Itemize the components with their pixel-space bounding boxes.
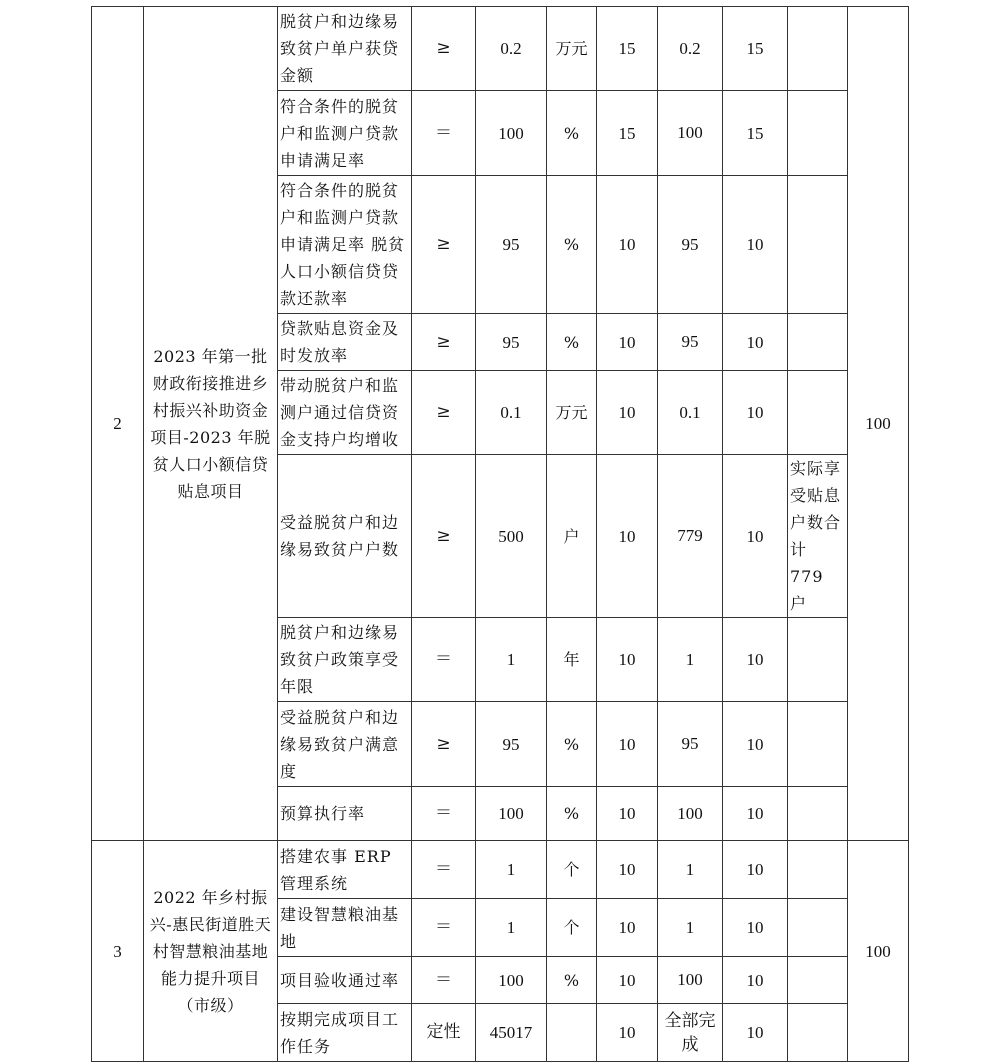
- indicator-operator: ＝: [412, 787, 476, 841]
- total-score: 100: [848, 841, 909, 1062]
- weight-score: 15: [597, 91, 658, 176]
- weight-score: 15: [597, 7, 658, 91]
- remark: [788, 7, 848, 91]
- actual-value: 100: [658, 787, 723, 841]
- target-value: 1: [476, 841, 547, 899]
- obtained-score: 10: [723, 787, 788, 841]
- unit: 年: [547, 618, 597, 702]
- remark: [788, 899, 848, 957]
- project-name: 2023 年第一批财政衔接推进乡村振兴补助资金项目-2023 年脱贫人口小额信贷贴息项目: [144, 7, 278, 841]
- indicator-operator: ＝: [412, 91, 476, 176]
- indicator-operator: ≥: [412, 7, 476, 91]
- obtained-score: 10: [723, 1004, 788, 1062]
- weight-score: 10: [597, 787, 658, 841]
- remark: 实际享受贴息户数合计 779 户: [788, 455, 848, 618]
- weight-score: 10: [597, 618, 658, 702]
- table-body: [92, 7, 909, 1062]
- weight-score: 10: [597, 957, 658, 1004]
- indicator-operator: ＝: [412, 841, 476, 899]
- unit: %: [547, 702, 597, 787]
- remark: [788, 314, 848, 371]
- obtained-score: 10: [723, 957, 788, 1004]
- indicator-name: 带动脱贫户和监测户通过信贷资金支持户均增收: [278, 371, 412, 455]
- unit: 个: [547, 899, 597, 957]
- remark: [788, 841, 848, 899]
- indicator-operator: ＝: [412, 957, 476, 1004]
- weight-score: 10: [597, 176, 658, 314]
- obtained-score: 10: [723, 176, 788, 314]
- row-number: 3: [92, 841, 144, 1062]
- weight-score: 10: [597, 899, 658, 957]
- unit: %: [547, 787, 597, 841]
- performance-table: [91, 6, 909, 1062]
- unit: 万元: [547, 371, 597, 455]
- target-value: 0.2: [476, 7, 547, 91]
- indicator-name: 受益脱贫户和边缘易致贫户户数: [278, 455, 412, 618]
- indicator-operator: ＝: [412, 618, 476, 702]
- actual-value: 1: [658, 841, 723, 899]
- indicator-name: 符合条件的脱贫户和监测户贷款申请满足率: [278, 91, 412, 176]
- remark: [788, 176, 848, 314]
- weight-score: 10: [597, 455, 658, 618]
- target-value: 100: [476, 787, 547, 841]
- target-value: 95: [476, 314, 547, 371]
- row-number: 2: [92, 7, 144, 841]
- remark: [788, 618, 848, 702]
- remark: [788, 787, 848, 841]
- indicator-operator: ＝: [412, 899, 476, 957]
- unit: 个: [547, 841, 597, 899]
- actual-value: 0.2: [658, 7, 723, 91]
- obtained-score: 10: [723, 841, 788, 899]
- obtained-score: 10: [723, 618, 788, 702]
- obtained-score: 15: [723, 91, 788, 176]
- indicator-name: 按期完成项目工作任务: [278, 1004, 412, 1062]
- target-value: 1: [476, 899, 547, 957]
- actual-value: 1: [658, 899, 723, 957]
- indicator-name: 贷款贴息资金及时发放率: [278, 314, 412, 371]
- target-value: 95: [476, 702, 547, 787]
- weight-score: 10: [597, 314, 658, 371]
- weight-score: 10: [597, 371, 658, 455]
- actual-value: 95: [658, 176, 723, 314]
- actual-value: 全部完成: [658, 1004, 723, 1062]
- unit: %: [547, 957, 597, 1004]
- indicator-name: 建设智慧粮油基地: [278, 899, 412, 957]
- indicator-operator: ≥: [412, 371, 476, 455]
- target-value: 100: [476, 91, 547, 176]
- weight-score: 10: [597, 702, 658, 787]
- project-name: 2022 年乡村振兴-惠民街道胜天村智慧粮油基地能力提升项目（市级）: [144, 841, 278, 1062]
- target-value: 95: [476, 176, 547, 314]
- indicator-operator: 定性: [412, 1004, 476, 1062]
- table-row: [92, 841, 909, 899]
- remark: [788, 957, 848, 1004]
- obtained-score: 15: [723, 7, 788, 91]
- unit: %: [547, 314, 597, 371]
- indicator-name: 受益脱贫户和边缘易致贫户满意度: [278, 702, 412, 787]
- weight-score: 10: [597, 1004, 658, 1062]
- indicator-name: 项目验收通过率: [278, 957, 412, 1004]
- remark: [788, 702, 848, 787]
- indicator-operator: ≥: [412, 314, 476, 371]
- indicator-name: 符合条件的脱贫户和监测户贷款申请满足率 脱贫人口小额信贷贷款还款率: [278, 176, 412, 314]
- table-row: [92, 7, 909, 91]
- actual-value: 100: [658, 91, 723, 176]
- unit: 户: [547, 455, 597, 618]
- indicator-operator: ≥: [412, 702, 476, 787]
- actual-value: 95: [658, 702, 723, 787]
- target-value: 0.1: [476, 371, 547, 455]
- target-value: 100: [476, 957, 547, 1004]
- weight-score: 10: [597, 841, 658, 899]
- obtained-score: 10: [723, 371, 788, 455]
- indicator-name: 预算执行率: [278, 787, 412, 841]
- remark: [788, 91, 848, 176]
- obtained-score: 10: [723, 702, 788, 787]
- actual-value: 1: [658, 618, 723, 702]
- unit: %: [547, 91, 597, 176]
- indicator-operator: ≥: [412, 176, 476, 314]
- unit: 万元: [547, 7, 597, 91]
- actual-value: 0.1: [658, 371, 723, 455]
- remark: [788, 1004, 848, 1062]
- target-value: 1: [476, 618, 547, 702]
- target-value: 45017: [476, 1004, 547, 1062]
- obtained-score: 10: [723, 455, 788, 618]
- obtained-score: 10: [723, 314, 788, 371]
- target-value: 500: [476, 455, 547, 618]
- indicator-name: 脱贫户和边缘易致贫户单户获贷金额: [278, 7, 412, 91]
- indicator-name: 搭建农事 ERP 管理系统: [278, 841, 412, 899]
- actual-value: 95: [658, 314, 723, 371]
- unit: [547, 1004, 597, 1062]
- obtained-score: 10: [723, 899, 788, 957]
- total-score: 100: [848, 7, 909, 841]
- remark: [788, 371, 848, 455]
- actual-value: 100: [658, 957, 723, 1004]
- unit: %: [547, 176, 597, 314]
- actual-value: 779: [658, 455, 723, 618]
- indicator-operator: ≥: [412, 455, 476, 618]
- indicator-name: 脱贫户和边缘易致贫户政策享受年限: [278, 618, 412, 702]
